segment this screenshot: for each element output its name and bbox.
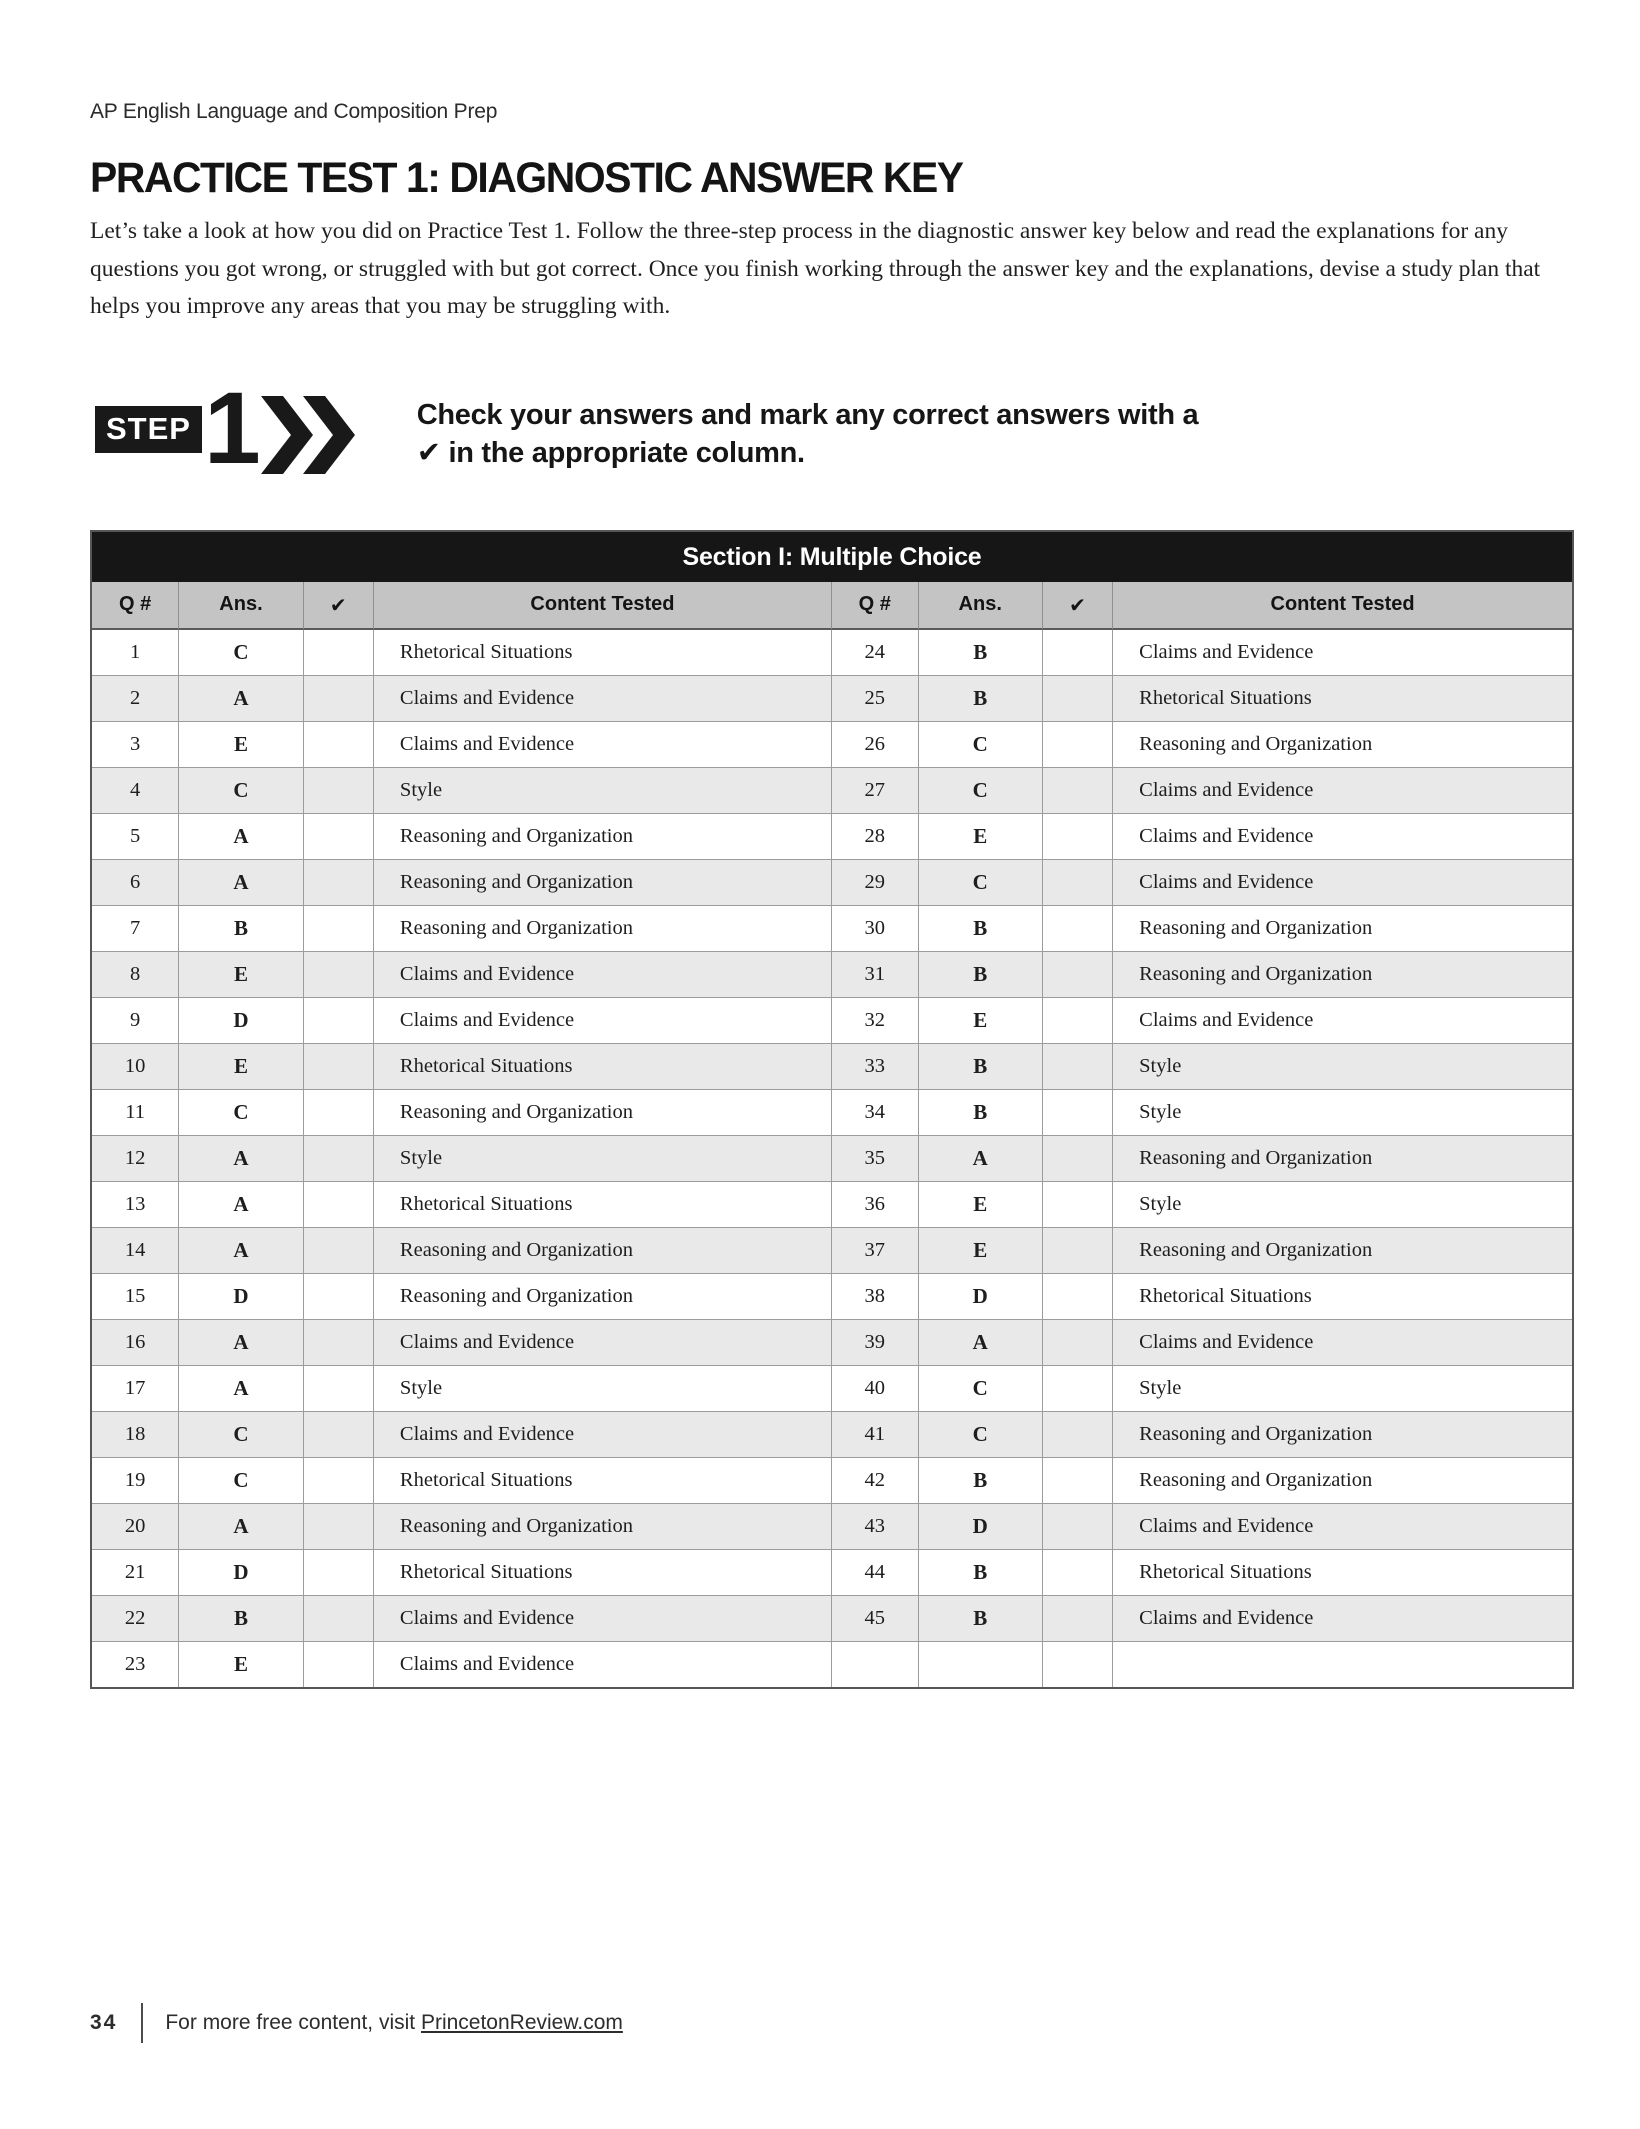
- content-cell: Reasoning and Organization: [1113, 1458, 1572, 1504]
- answer-cell: E: [919, 814, 1043, 860]
- check-cell: [1043, 1642, 1113, 1687]
- q-cell: 21: [92, 1550, 179, 1596]
- q-cell: 44: [832, 1550, 919, 1596]
- content-cell: Style: [1113, 1090, 1572, 1136]
- check-cell: [1043, 1504, 1113, 1550]
- content-cell: Claims and Evidence: [374, 1412, 832, 1458]
- check-cell: [1043, 998, 1113, 1044]
- check-cell: [1043, 1274, 1113, 1320]
- q-cell: 8: [92, 952, 179, 998]
- content-cell: Claims and Evidence: [374, 676, 832, 722]
- q-cell: 25: [832, 676, 919, 722]
- q-cell: 4: [92, 768, 179, 814]
- double-chevron-icon: [261, 396, 361, 474]
- check-cell: [1043, 1228, 1113, 1274]
- q-cell: 31: [832, 952, 919, 998]
- check-cell: [1043, 906, 1113, 952]
- check-cell: [1043, 1182, 1113, 1228]
- q-cell: 7: [92, 906, 179, 952]
- check-cell: [304, 1366, 374, 1412]
- check-cell: [304, 1182, 374, 1228]
- content-cell: Style: [1113, 1366, 1572, 1412]
- table-section-header: Section I: Multiple Choice: [92, 532, 1572, 582]
- answer-cell: B: [919, 1044, 1043, 1090]
- intro-paragraph: Let’s take a look at how you did on Practice Test 1. Follow the three-step process in the diagnostic answer key below and read the explanations for any questions you got wrong, or struggled with but got correct. Once you finish working through the answer key and the explanations, devise a study plan that helps you improve any areas that you may be struggling with.: [90, 218, 1541, 320]
- answer-cell: A: [919, 1320, 1043, 1366]
- q-cell: 41: [832, 1412, 919, 1458]
- answer-cell: E: [179, 1044, 303, 1090]
- answer-cell: E: [179, 1642, 303, 1687]
- q-cell: 14: [92, 1228, 179, 1274]
- content-cell: Reasoning and Organization: [374, 1228, 832, 1274]
- content-cell: Claims and Evidence: [374, 1320, 832, 1366]
- check-cell: [304, 1228, 374, 1274]
- q-cell: 16: [92, 1320, 179, 1366]
- content-cell: Claims and Evidence: [1113, 860, 1572, 906]
- answer-cell: C: [179, 630, 303, 676]
- content-cell: Claims and Evidence: [374, 952, 832, 998]
- check-cell: [304, 1136, 374, 1182]
- content-cell: [1113, 1642, 1572, 1687]
- check-cell: [304, 768, 374, 814]
- check-cell: [304, 1596, 374, 1642]
- content-cell: Claims and Evidence: [374, 1642, 832, 1687]
- checkmark-icon: ✔: [329, 592, 347, 617]
- content-cell: Rhetorical Situations: [1113, 1274, 1572, 1320]
- content-cell: Style: [1113, 1182, 1572, 1228]
- content-cell: Reasoning and Organization: [1113, 722, 1572, 768]
- answer-cell: C: [179, 1412, 303, 1458]
- page-title: PRACTICE TEST 1: DIAGNOSTIC ANSWER KEY: [90, 154, 963, 202]
- step-instruction: Check your answers and mark any correct answers with a ✔ in the appropriate column.: [416, 398, 1199, 470]
- check-cell: [1043, 1366, 1113, 1412]
- answer-cell: B: [919, 1090, 1043, 1136]
- q-cell: 42: [832, 1458, 919, 1504]
- q-cell: 35: [832, 1136, 919, 1182]
- check-cell: [1043, 1596, 1113, 1642]
- content-cell: Reasoning and Organization: [374, 814, 832, 860]
- content-cell: Claims and Evidence: [374, 998, 832, 1044]
- content-cell: Claims and Evidence: [1113, 998, 1572, 1044]
- content-cell: Style: [1113, 1044, 1572, 1090]
- q-cell: 29: [832, 860, 919, 906]
- q-cell: 27: [832, 768, 919, 814]
- q-cell: 40: [832, 1366, 919, 1412]
- column-header-ans: Ans.: [179, 582, 303, 630]
- answer-cell: C: [919, 722, 1043, 768]
- step-number: 1: [203, 370, 257, 485]
- check-cell: [304, 630, 374, 676]
- content-cell: Rhetorical Situations: [1113, 676, 1572, 722]
- column-header-content: Content Tested: [1113, 582, 1572, 630]
- check-cell: [1043, 1458, 1113, 1504]
- content-cell: Claims and Evidence: [1113, 1504, 1572, 1550]
- content-cell: Rhetorical Situations: [374, 1044, 832, 1090]
- answer-cell: D: [179, 1550, 303, 1596]
- check-cell: [1043, 1320, 1113, 1366]
- check-cell: [1043, 722, 1113, 768]
- content-cell: Claims and Evidence: [1113, 630, 1572, 676]
- content-cell: Rhetorical Situations: [1113, 1550, 1572, 1596]
- check-cell: [1043, 1550, 1113, 1596]
- answer-cell: A: [179, 1366, 303, 1412]
- answer-cell: A: [179, 1182, 303, 1228]
- content-cell: Claims and Evidence: [374, 722, 832, 768]
- answer-cell: B: [919, 906, 1043, 952]
- answer-cell: B: [179, 906, 303, 952]
- answer-cell: C: [919, 1366, 1043, 1412]
- answer-cell: B: [919, 1458, 1043, 1504]
- content-cell: Reasoning and Organization: [374, 1504, 832, 1550]
- q-cell: 43: [832, 1504, 919, 1550]
- check-cell: [304, 1458, 374, 1504]
- q-cell: 36: [832, 1182, 919, 1228]
- content-cell: Claims and Evidence: [1113, 1320, 1572, 1366]
- content-cell: Reasoning and Organization: [1113, 1228, 1572, 1274]
- check-cell: [1043, 630, 1113, 676]
- answer-cell: E: [179, 952, 303, 998]
- content-cell: Reasoning and Organization: [1113, 1136, 1572, 1182]
- check-cell: [304, 1320, 374, 1366]
- page-number: 34: [90, 2011, 118, 2034]
- step-1-section: [90, 370, 1570, 485]
- content-cell: Reasoning and Organization: [374, 1090, 832, 1136]
- content-cell: Rhetorical Situations: [374, 1182, 832, 1228]
- content-cell: Reasoning and Organization: [374, 1274, 832, 1320]
- q-cell: 3: [92, 722, 179, 768]
- q-cell: 28: [832, 814, 919, 860]
- q-cell: 37: [832, 1228, 919, 1274]
- answer-cell: A: [179, 1504, 303, 1550]
- answer-cell: D: [919, 1274, 1043, 1320]
- content-cell: Style: [374, 1136, 832, 1182]
- q-cell: 24: [832, 630, 919, 676]
- q-cell: 45: [832, 1596, 919, 1642]
- check-cell: [1043, 1044, 1113, 1090]
- answer-cell: C: [179, 768, 303, 814]
- running-head: AP English Language and Composition Prep: [90, 100, 498, 123]
- column-header-q: Q #: [92, 582, 179, 630]
- q-cell: 23: [92, 1642, 179, 1687]
- answer-cell: C: [919, 1412, 1043, 1458]
- content-cell: Claims and Evidence: [1113, 814, 1572, 860]
- q-cell: 1: [92, 630, 179, 676]
- step-label: STEP: [95, 406, 202, 453]
- answer-key-table: [90, 530, 1574, 1689]
- column-header-check: [304, 582, 374, 630]
- column-header-q: Q #: [832, 582, 919, 630]
- check-cell: [1043, 1090, 1113, 1136]
- check-cell: [304, 1090, 374, 1136]
- check-cell: [304, 722, 374, 768]
- check-cell: [304, 1504, 374, 1550]
- q-cell: 38: [832, 1274, 919, 1320]
- answer-cell: E: [919, 998, 1043, 1044]
- check-cell: [1043, 768, 1113, 814]
- content-cell: Reasoning and Organization: [374, 860, 832, 906]
- q-cell: 11: [92, 1090, 179, 1136]
- check-cell: [1043, 676, 1113, 722]
- answer-cell: B: [919, 952, 1043, 998]
- q-cell: 12: [92, 1136, 179, 1182]
- answer-cell: B: [919, 630, 1043, 676]
- q-cell: 33: [832, 1044, 919, 1090]
- q-cell: 5: [92, 814, 179, 860]
- footer-text-prefix: For more free content, visit: [165, 2011, 421, 2034]
- check-cell: [304, 814, 374, 860]
- answer-cell: C: [919, 860, 1043, 906]
- q-cell: 19: [92, 1458, 179, 1504]
- princeton-review-link[interactable]: PrincetonReview.com: [420, 2011, 623, 2034]
- check-cell: [304, 998, 374, 1044]
- q-cell: 18: [92, 1412, 179, 1458]
- answer-cell: E: [179, 722, 303, 768]
- q-cell: 15: [92, 1274, 179, 1320]
- content-cell: Style: [374, 1366, 832, 1412]
- column-header-content: Content Tested: [374, 582, 832, 630]
- q-cell: [832, 1642, 919, 1687]
- check-cell: [304, 952, 374, 998]
- answer-cell: E: [919, 1182, 1043, 1228]
- answer-cell: A: [179, 860, 303, 906]
- checkmark-icon: ✔: [1069, 592, 1086, 617]
- answer-cell: B: [919, 1550, 1043, 1596]
- answer-cell: B: [179, 1596, 303, 1642]
- q-cell: 30: [832, 906, 919, 952]
- answer-cell: D: [179, 1274, 303, 1320]
- content-cell: Style: [374, 768, 832, 814]
- content-cell: Rhetorical Situations: [374, 1458, 832, 1504]
- check-cell: [1043, 1136, 1113, 1182]
- content-cell: Rhetorical Situations: [374, 630, 832, 676]
- q-cell: 13: [92, 1182, 179, 1228]
- footer-divider: [141, 2003, 143, 2043]
- footer-text: [165, 2011, 623, 2035]
- answer-cell: E: [919, 1228, 1043, 1274]
- check-cell: [304, 1412, 374, 1458]
- column-header-check: [1043, 582, 1113, 630]
- answer-cell: A: [179, 676, 303, 722]
- step-1-badge: [95, 370, 361, 485]
- check-cell: [304, 1274, 374, 1320]
- check-cell: [304, 1550, 374, 1596]
- check-cell: [304, 860, 374, 906]
- q-cell: 10: [92, 1044, 179, 1090]
- q-cell: 20: [92, 1504, 179, 1550]
- answer-cell: A: [919, 1136, 1043, 1182]
- check-cell: [304, 676, 374, 722]
- content-cell: Reasoning and Organization: [1113, 906, 1572, 952]
- answer-cell: A: [179, 1320, 303, 1366]
- content-cell: Claims and Evidence: [1113, 1596, 1572, 1642]
- answer-cell: A: [179, 1136, 303, 1182]
- check-cell: [1043, 1412, 1113, 1458]
- answer-cell: C: [179, 1458, 303, 1504]
- column-header-ans: Ans.: [919, 582, 1043, 630]
- q-cell: 34: [832, 1090, 919, 1136]
- q-cell: 6: [92, 860, 179, 906]
- check-cell: [304, 1642, 374, 1687]
- content-cell: Reasoning and Organization: [374, 906, 832, 952]
- q-cell: 2: [92, 676, 179, 722]
- answer-cell: A: [179, 814, 303, 860]
- check-cell: [1043, 814, 1113, 860]
- check-cell: [1043, 860, 1113, 906]
- answer-cell: B: [919, 676, 1043, 722]
- q-cell: 9: [92, 998, 179, 1044]
- answer-cell: B: [919, 1596, 1043, 1642]
- q-cell: 39: [832, 1320, 919, 1366]
- check-cell: [304, 1044, 374, 1090]
- content-cell: Claims and Evidence: [374, 1596, 832, 1642]
- content-cell: Rhetorical Situations: [374, 1550, 832, 1596]
- content-cell: Claims and Evidence: [1113, 768, 1572, 814]
- answer-cell: [919, 1642, 1043, 1687]
- answer-cell: D: [919, 1504, 1043, 1550]
- q-cell: 17: [92, 1366, 179, 1412]
- answer-cell: D: [179, 998, 303, 1044]
- page-footer: [90, 2003, 623, 2043]
- check-cell: [1043, 952, 1113, 998]
- check-cell: [304, 906, 374, 952]
- answer-key-grid: [92, 582, 1572, 1687]
- answer-cell: C: [179, 1090, 303, 1136]
- q-cell: 32: [832, 998, 919, 1044]
- q-cell: 22: [92, 1596, 179, 1642]
- content-cell: Reasoning and Organization: [1113, 952, 1572, 998]
- content-cell: Reasoning and Organization: [1113, 1412, 1572, 1458]
- answer-cell: A: [179, 1228, 303, 1274]
- answer-cell: C: [919, 768, 1043, 814]
- q-cell: 26: [832, 722, 919, 768]
